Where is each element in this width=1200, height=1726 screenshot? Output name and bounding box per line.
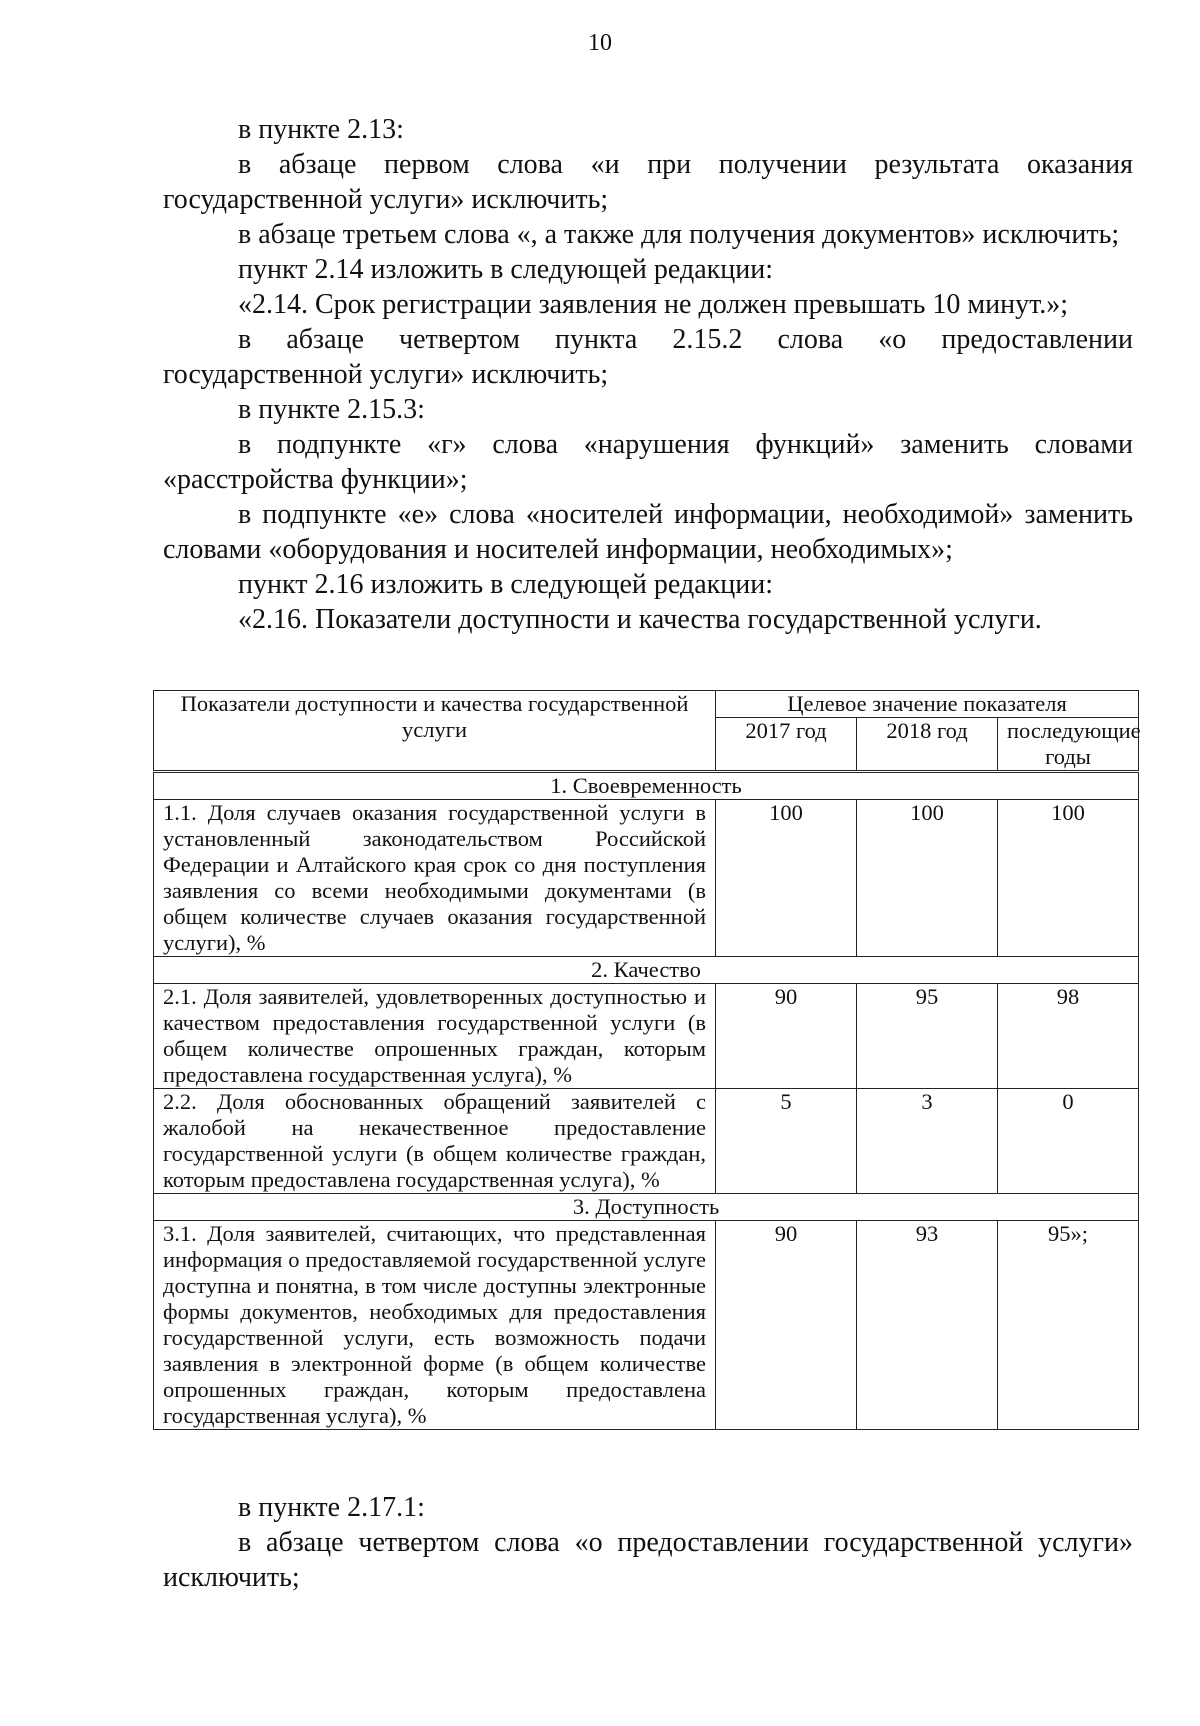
value-2017: 5 bbox=[716, 1089, 857, 1194]
section-row bbox=[154, 957, 1139, 984]
header-target: Целевое значение показателя bbox=[716, 691, 1139, 718]
section-row bbox=[154, 1194, 1139, 1221]
paragraph: в абзаце четвертом слова «о предоставлении государственной услуги» исключить; bbox=[163, 1527, 1133, 1593]
indicator-text: 2.2. Доля обоснованных обращений заявителей с жалобой на некачественное предоставление государственной услуги (в общем количестве граждан, которым предоставлена государственная услуга), % bbox=[154, 1089, 716, 1194]
paragraph: пункт 2.16 изложить в следующей редакции: bbox=[238, 569, 773, 600]
page-number: 10 bbox=[588, 30, 612, 56]
value-2018: 95 bbox=[857, 984, 998, 1089]
value-2017: 100 bbox=[716, 800, 857, 957]
header-year-2018: 2018 год bbox=[857, 718, 998, 772]
header-year-2017: 2017 год bbox=[716, 718, 857, 772]
paragraph: в пункте 2.17.1: bbox=[238, 1492, 425, 1523]
paragraph: в пункте 2.13: bbox=[238, 114, 404, 145]
value-2017: 90 bbox=[716, 984, 857, 1089]
indicator-text: 1.1. Доля случаев оказания государственной услуги в установленный законодательством Российской Федерации и Алтайского края срок со дня поступления заявления со всеми необходимыми документами (в общем количестве случаев оказания государственной услуги), % bbox=[154, 800, 716, 957]
table-row bbox=[154, 800, 1139, 957]
paragraph: пункт 2.14 изложить в следующей редакции: bbox=[238, 254, 773, 285]
table-row bbox=[154, 984, 1139, 1089]
value-later: 100 bbox=[998, 800, 1139, 957]
paragraph: «2.16. Показатели доступности и качества государственной услуги. bbox=[238, 604, 1042, 635]
section-title: 3. Доступность bbox=[154, 1194, 1139, 1221]
value-later: 0 bbox=[998, 1089, 1139, 1194]
paragraph: в подпункте «е» слова «носителей информации, необходимой» заменить словами «оборудования и носителей информации, необходимых»; bbox=[163, 499, 1133, 565]
indicators-table bbox=[153, 690, 1139, 1430]
section-title: 1. Своевременность bbox=[154, 772, 1139, 800]
table-row bbox=[154, 1089, 1139, 1194]
paragraph: в абзаце первом слова «и при получении результата оказания государственной услуги» исключить; bbox=[163, 149, 1133, 215]
indicator-text: 2.1. Доля заявителей, удовлетворенных доступностью и качеством предоставления государственной услуги (в общем количестве опрошенных граждан, которым предоставлена государственная услуга), % bbox=[154, 984, 716, 1089]
document-body bbox=[163, 112, 1133, 637]
value-later: 95»; bbox=[998, 1221, 1139, 1430]
value-2018: 3 bbox=[857, 1089, 998, 1194]
header-indicator: Показатели доступности и качества государственной услуги bbox=[154, 691, 716, 772]
table-header-row bbox=[154, 691, 1139, 718]
table-row bbox=[154, 1221, 1139, 1430]
paragraph: «2.14. Срок регистрации заявления не должен превышать 10 минут.»; bbox=[238, 289, 1068, 320]
value-2018: 100 bbox=[857, 800, 998, 957]
indicator-text: 3.1. Доля заявителей, считающих, что представленная информация о предоставляемой государственной услуге доступна и понятна, в том числе доступны электронные формы документов, необходимых для предоставления государственной услуги, есть возможность подачи заявления в электронной форме (в общем количестве опрошенных граждан, которым предоставлена государственная услуга), % bbox=[154, 1221, 716, 1430]
section-row bbox=[154, 772, 1139, 800]
header-year-later: последующие годы bbox=[998, 718, 1139, 772]
value-later: 98 bbox=[998, 984, 1139, 1089]
paragraph: в абзаце третьем слова «, а также для получения документов» исключить; bbox=[238, 219, 1120, 250]
section-title: 2. Качество bbox=[154, 957, 1139, 984]
paragraph: в подпункте «г» слова «нарушения функций» заменить словами «расстройства функции»; bbox=[163, 429, 1133, 495]
paragraph: в пункте 2.15.3: bbox=[238, 394, 425, 425]
value-2017: 90 bbox=[716, 1221, 857, 1430]
document-body-continued bbox=[163, 1490, 1133, 1595]
value-2018: 93 bbox=[857, 1221, 998, 1430]
paragraph: в абзаце четвертом пункта 2.15.2 слова «о предоставлении государственной услуги» исключить; bbox=[163, 324, 1133, 390]
